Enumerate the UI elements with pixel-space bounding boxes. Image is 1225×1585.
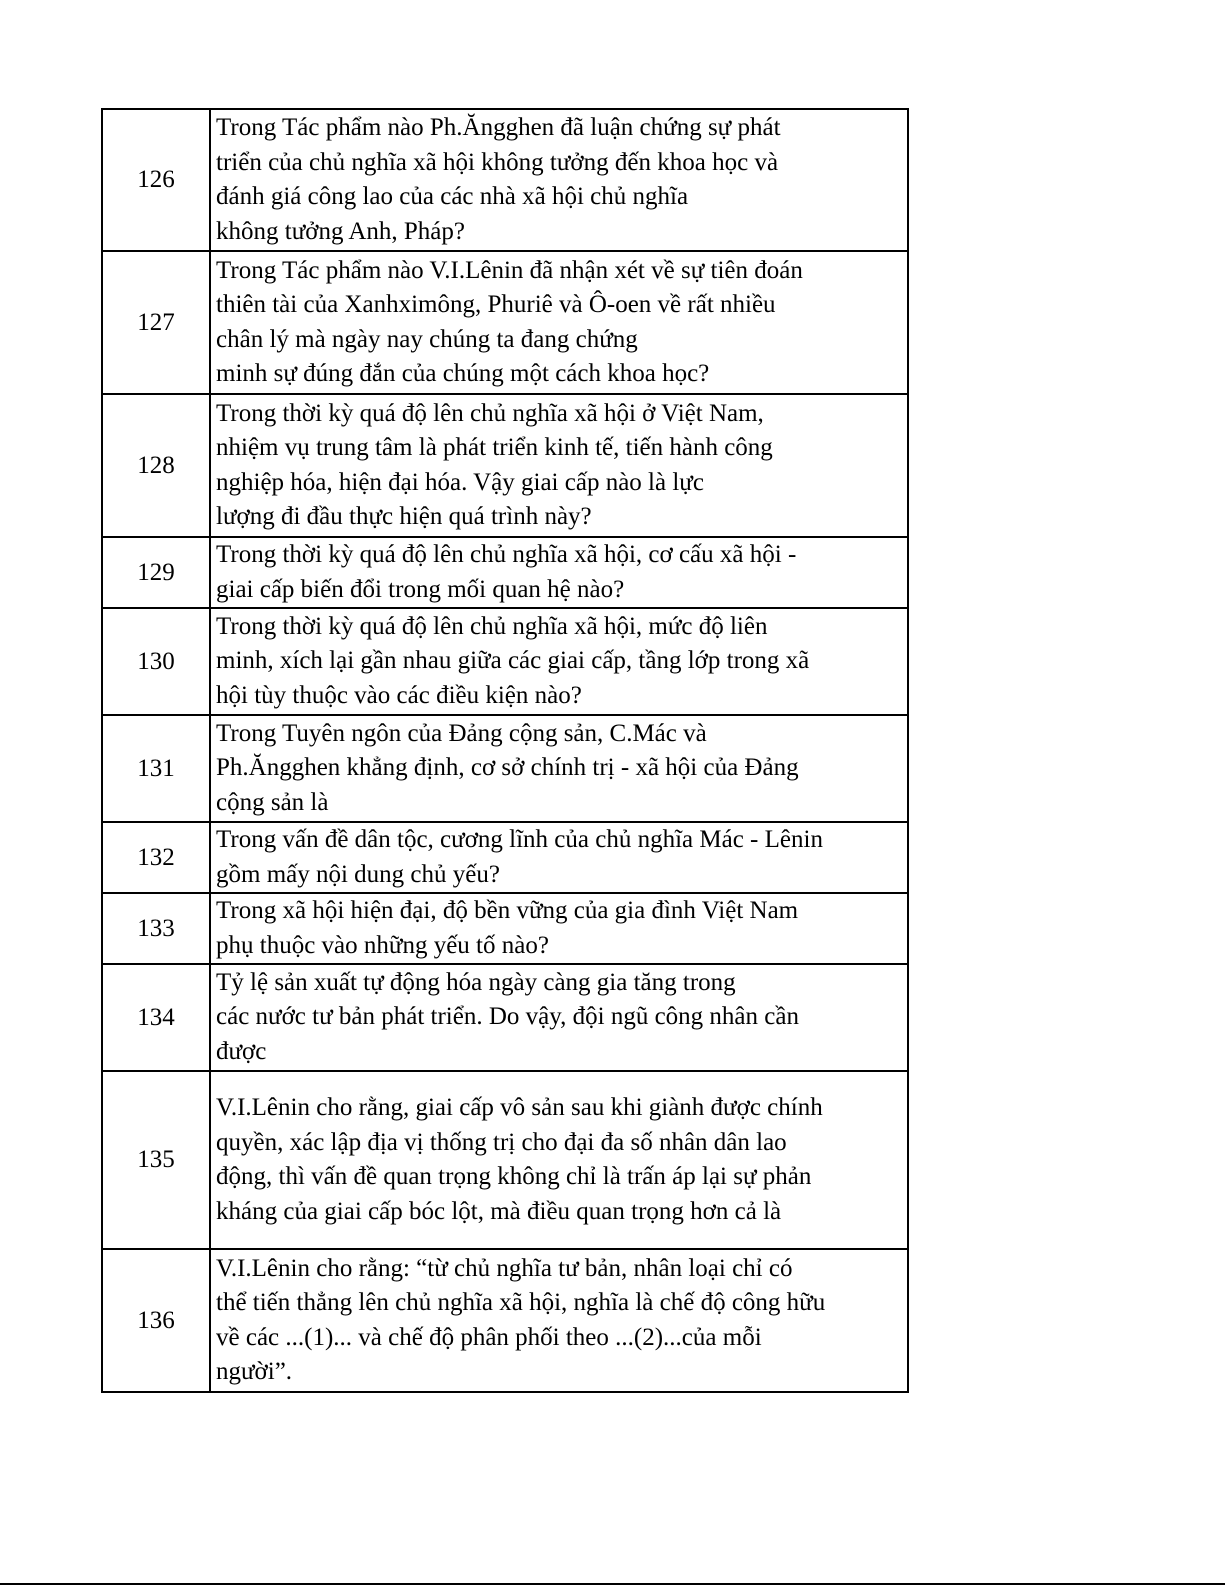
question-line: động, thì vấn đề quan trọng không chỉ là trấn áp lại sự phản [216,1163,812,1190]
question-text [210,608,908,715]
question-text [210,715,908,822]
table-row [102,394,908,537]
question-line: Trong Tác phẩm nào Ph.Ăngghen đã luận chứng sự phát [216,114,781,141]
question-line: được [216,1037,267,1065]
question-line: Trong thời kỳ quá độ lên chủ nghĩa xã hội, mức độ liên [216,612,768,640]
question-line: Tỷ lệ sản xuất tự động hóa ngày càng gia tăng trong [216,968,736,996]
question-number: 131 [102,715,210,822]
question-line: Trong thời kỳ quá độ lên chủ nghĩa xã hội, cơ cấu xã hội - [216,541,797,568]
questions-table [101,108,909,1393]
table-row [102,964,908,1071]
question-line: Trong Tác phẩm nào V.I.Lênin đã nhận xét về sự tiên đoán [216,256,803,284]
question-line: Trong xã hội hiện đại, độ bền vững của gia đình Việt Nam [216,897,799,924]
question-line: về các ...(1)... và chế độ phân phối theo ...(2)...của mỗi [216,1323,762,1351]
table-row [102,251,908,394]
question-line: nhiệm vụ trung tâm là phát triển kinh tế, tiến hành công [216,434,773,461]
question-line: thể tiến thẳng lên chủ nghĩa xã hội, nghĩa là chế độ công hữu [216,1289,826,1316]
question-line: Trong vấn đề dân tộc, cương lĩnh của chủ nghĩa Mác - Lênin [216,826,823,853]
question-line: V.I.Lênin cho rằng: “từ chủ nghĩa tư bản, nhân loại chỉ có [216,1254,793,1282]
question-line: các nước tư bản phát triển. Do vậy, đội ngũ công nhân cần [216,1003,799,1031]
question-line: quyền, xác lập địa vị thống trị cho đại đa số nhân dân lao [216,1128,787,1156]
question-line: không tưởng Anh, Pháp? [216,217,465,245]
question-number: 135 [102,1071,210,1249]
question-number: 133 [102,893,210,964]
question-line: V.I.Lênin cho rằng, giai cấp vô sản sau khi giành được chính [216,1094,823,1121]
question-text [210,1249,908,1392]
table-row [102,608,908,715]
question-number: 130 [102,608,210,715]
question-line: phụ thuộc vào những yếu tố nào? [216,931,549,959]
question-line: cộng sản là [216,788,329,816]
question-text [210,822,908,893]
question-text [210,109,908,251]
question-line: Ph.Ăngghen khẳng định, cơ sở chính trị - xã hội của Đảng [216,754,799,782]
question-line: Trong thời kỳ quá độ lên chủ nghĩa xã hội ở Việt Nam, [216,399,764,427]
question-text [210,964,908,1071]
question-text [210,1071,908,1249]
table-row [102,1071,908,1249]
question-text [210,893,908,964]
question-number: 126 [102,109,210,251]
question-number: 136 [102,1249,210,1392]
question-text [210,251,908,394]
table-row [102,537,908,608]
question-line: chân lý mà ngày nay chúng ta đang chứng [216,325,638,353]
question-line: gồm mấy nội dung chủ yếu? [216,860,500,888]
question-line: nghiệp hóa, hiện đại hóa. Vậy giai cấp nào là lực [216,468,704,496]
question-number: 128 [102,394,210,537]
question-number: 132 [102,822,210,893]
question-line: kháng của giai cấp bóc lột, mà điều quan trọng hơn cả là [216,1197,782,1225]
question-line: đánh giá công lao của các nhà xã hội chủ nghĩa [216,183,689,210]
question-line: triển của chủ nghĩa xã hội không tưởng đến khoa học và [216,148,779,176]
question-line: thiên tài của Xanhximông, Phuriê và Ô-oen về rất nhiều [216,291,776,318]
question-line: giai cấp biến đổi trong mối quan hệ nào? [216,575,625,603]
table-row [102,822,908,893]
question-line: minh, xích lại gần nhau giữa các giai cấp, tầng lớp trong xã [216,647,810,675]
question-number: 127 [102,251,210,394]
question-line: hội tùy thuộc vào các điều kiện nào? [216,681,582,709]
question-text [210,537,908,608]
question-number: 134 [102,964,210,1071]
question-line: minh sự đúng đắn của chúng một cách khoa học? [216,360,710,387]
table-row [102,1249,908,1392]
question-text [210,394,908,537]
table-row [102,715,908,822]
table-row [102,109,908,251]
question-number: 129 [102,537,210,608]
question-line: Trong Tuyên ngôn của Đảng cộng sản, C.Mác và [216,719,707,747]
table-row [102,893,908,964]
question-line: lượng đi đầu thực hiện quá trình này? [216,503,592,530]
question-line: người”. [216,1358,293,1385]
